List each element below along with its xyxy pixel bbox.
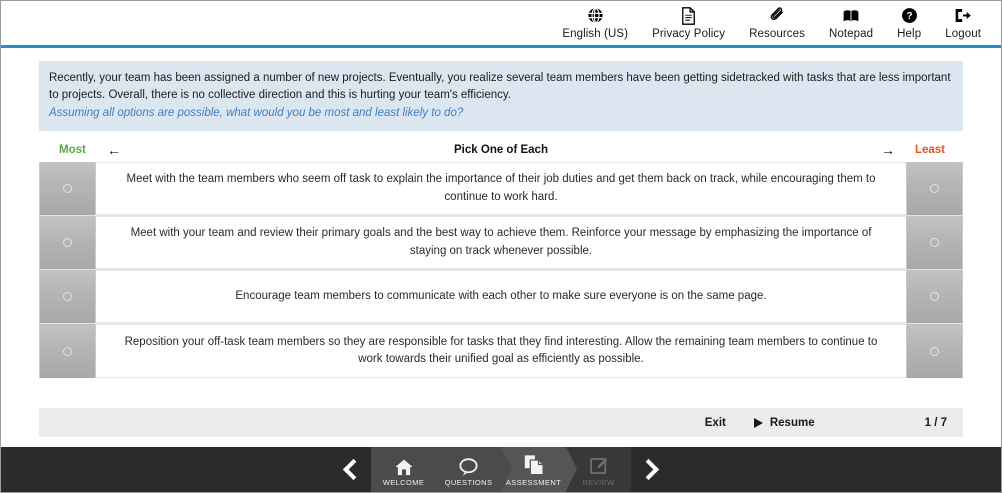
header-item-label: Notepad bbox=[828, 28, 874, 40]
header-item-label: Help bbox=[897, 28, 922, 40]
footer-nav bbox=[1, 447, 1001, 492]
least-radio-cell-4[interactable] bbox=[906, 324, 963, 378]
pages-icon bbox=[523, 454, 545, 476]
option-row bbox=[39, 270, 963, 324]
header-item-logout[interactable] bbox=[933, 1, 993, 40]
header-item-label: Privacy Policy bbox=[652, 28, 726, 40]
header-item-label: Resources bbox=[749, 28, 805, 40]
chevron-right-icon bbox=[638, 459, 659, 480]
page-counter: 1 / 7 bbox=[924, 416, 947, 429]
logout-icon bbox=[954, 6, 972, 25]
previous-button[interactable] bbox=[331, 447, 371, 492]
option-text: Reposition your off-task team members so they are responsible for tasks that they find interesting. Allow the remaining team members to continue to work towards their unified goal as efficiently as possible. bbox=[124, 335, 878, 366]
radio-icon[interactable] bbox=[930, 347, 939, 356]
top-utility-bar bbox=[1, 1, 1001, 45]
radio-icon[interactable] bbox=[63, 292, 72, 301]
most-radio-cell-2[interactable] bbox=[39, 216, 96, 269]
radio-icon[interactable] bbox=[63, 184, 72, 193]
least-radio-cell-1[interactable] bbox=[906, 162, 963, 215]
option-text: Meet with your team and review their primary goals and the best way to achieve them. Reinforce your message by emphasizing the importance of staying on track whenever possible. bbox=[130, 227, 872, 257]
resume-label: Resume bbox=[769, 416, 815, 429]
utility-links bbox=[550, 1, 993, 40]
question-mark-icon bbox=[901, 6, 918, 25]
header-item-label: English (US) bbox=[562, 28, 629, 40]
radio-icon[interactable] bbox=[930, 238, 939, 247]
option-text: Encourage team members to communicate with each other to make sure everyone is on the same page. bbox=[235, 289, 767, 302]
globe-icon bbox=[587, 6, 604, 25]
pick-one-of-each-title: Pick One of Each bbox=[454, 144, 548, 157]
stem-instruction: Assuming all options are possible, what would you be most and least likely to do? bbox=[49, 107, 464, 120]
option-row bbox=[39, 324, 963, 378]
arrow-right-icon: → bbox=[881, 142, 895, 159]
notepad-icon bbox=[842, 6, 860, 25]
question-stem bbox=[39, 61, 963, 131]
play-icon bbox=[754, 418, 763, 428]
options-list bbox=[39, 162, 963, 378]
step-label: REVIEW bbox=[582, 478, 615, 487]
progress-steps bbox=[371, 447, 631, 492]
question-content bbox=[1, 48, 1001, 447]
pick-header-row bbox=[39, 139, 963, 161]
step-welcome[interactable] bbox=[371, 447, 436, 492]
header-item-notepad[interactable] bbox=[817, 1, 885, 40]
stem-body: Recently, your team has been assigned a number of new projects. Eventually, you realize several team members have been getting sidetracked with tasks that are less important to projects. Overall, there is no collective direction and this is hurting your team's efficiency. bbox=[49, 72, 951, 101]
most-radio-cell-3[interactable] bbox=[39, 270, 96, 323]
arrow-left-icon: ← bbox=[107, 142, 121, 159]
most-radio-cell-4[interactable] bbox=[39, 324, 96, 378]
least-label: Least bbox=[914, 144, 945, 157]
least-radio-cell-2[interactable] bbox=[906, 216, 963, 269]
least-radio-cell-3[interactable] bbox=[906, 270, 963, 323]
speech-bubble-icon bbox=[458, 454, 479, 476]
paperclip-icon bbox=[768, 6, 786, 25]
header-item-resources[interactable] bbox=[737, 1, 817, 40]
action-bar bbox=[39, 408, 963, 437]
next-button[interactable] bbox=[631, 447, 671, 492]
home-icon bbox=[394, 454, 414, 476]
header-item-help[interactable] bbox=[885, 1, 933, 40]
step-label: ASSESSMENT bbox=[505, 478, 562, 487]
chevron-left-icon bbox=[343, 459, 364, 480]
radio-icon[interactable] bbox=[63, 238, 72, 247]
document-icon bbox=[681, 6, 696, 25]
edit-note-icon bbox=[589, 454, 609, 476]
option-text-cell bbox=[96, 270, 906, 323]
radio-icon[interactable] bbox=[930, 184, 939, 193]
option-row bbox=[39, 216, 963, 270]
header-item-label: Logout bbox=[945, 28, 981, 40]
svg-text:?: ? bbox=[906, 11, 913, 23]
header-item-language[interactable] bbox=[550, 1, 640, 40]
most-radio-cell-1[interactable] bbox=[39, 162, 96, 215]
option-text-cell bbox=[96, 162, 906, 215]
exit-button[interactable]: Exit bbox=[704, 416, 726, 429]
step-label: QUESTIONS bbox=[444, 478, 493, 487]
option-text-cell bbox=[96, 324, 906, 378]
radio-icon[interactable] bbox=[930, 292, 939, 301]
option-row bbox=[39, 162, 963, 216]
option-text-cell bbox=[96, 216, 906, 269]
resume-button[interactable] bbox=[754, 417, 815, 429]
footer-nav-inner bbox=[331, 447, 671, 492]
header-item-privacy-policy[interactable] bbox=[640, 1, 737, 40]
step-label: WELCOME bbox=[382, 478, 425, 487]
radio-icon[interactable] bbox=[63, 347, 72, 356]
most-label: Most bbox=[59, 144, 86, 157]
option-text: Meet with the team members who seem off task to explain the importance of their job duties and get them back on track, while encouraging them to continue to work hard. bbox=[126, 173, 876, 203]
